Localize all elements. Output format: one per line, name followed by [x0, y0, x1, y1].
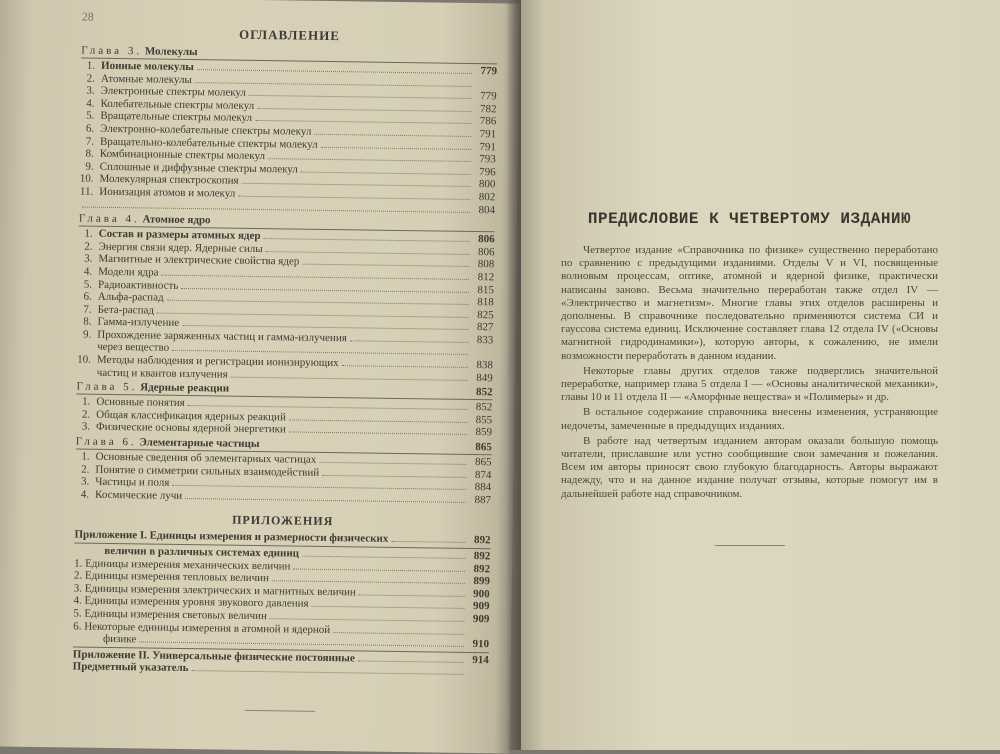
chapter-title: [81, 45, 198, 59]
toc-item-number: 6.: [78, 292, 92, 304]
toc-item-page: 818: [472, 297, 494, 309]
toc-item-page: 806: [472, 247, 494, 259]
toc-item-page: 833: [471, 335, 493, 347]
toc-item-page: 852: [470, 402, 492, 414]
appendix-item-text: Приложение I. Единицы измерения и размерности физических: [74, 530, 388, 546]
appendix-item-page: 909: [467, 614, 489, 626]
toc-item-text: Энергия связи ядер. Ядерные силы: [98, 241, 262, 255]
toc-item-text: Атомные молекулы: [101, 73, 192, 86]
toc-item-text: Комбинационные спектры молекул: [100, 149, 265, 163]
toc-item-text: Ионные молекулы: [101, 61, 194, 74]
toc-item-text: Частицы и поля: [95, 477, 169, 490]
toc-item-text: Гамма-излучение: [97, 317, 179, 330]
leader-dots: [319, 454, 466, 465]
toc-item-text: Модели ядра: [98, 267, 158, 279]
appendix-item-text: 1. Единицы измерения механических величин: [74, 558, 290, 573]
toc-item-page: 808: [472, 259, 494, 271]
toc-item-text: Космические лучи: [95, 490, 182, 503]
toc-item-page: 796: [474, 167, 496, 179]
toc-item-page: 855: [470, 415, 492, 427]
toc-item-text: Магнитные и электрические свойства ядер: [98, 254, 299, 268]
toc-item-number: 9.: [80, 161, 94, 173]
appendix-item-text: Предметный указатель: [73, 662, 189, 675]
toc-item-text: Вращательные спектры молекул: [100, 111, 252, 125]
appendix-item-text: 6. Некоторые единицы измерения в атомной и ядерной: [73, 621, 330, 636]
toc-item-number: 8.: [77, 317, 91, 329]
toc-item-text: Общая классификация ядерных реакций: [96, 410, 286, 424]
leader-dots: [358, 652, 464, 662]
toc-item-text: Сплошные и диффузные спектры молекул: [100, 162, 298, 176]
leader-dots: [312, 598, 465, 609]
toc-item-text: Состав и размеры атомных ядер: [99, 229, 261, 243]
toc-item-page: 865: [469, 457, 491, 469]
leader-dots: [249, 87, 472, 99]
toc-item-number: 1.: [76, 452, 90, 464]
toc-item-number: 4.: [78, 266, 92, 278]
chapter-label: Глава 3.: [81, 45, 142, 58]
toc-title: ОГЛАВЛЕНИЕ: [81, 25, 497, 47]
toc-item-text: Физические основы ядерной энергетики: [96, 422, 286, 436]
toc-item-text: Методы наблюдения и регистрации ионизирующих: [97, 355, 339, 370]
appendix-list: [73, 529, 491, 679]
appendix-item-text: 3. Единицы измерения электрических и магнитных величин: [74, 583, 356, 599]
toc-item-number: 6.: [80, 123, 94, 135]
leader-dots: [342, 357, 468, 368]
toc-item-text: Электронные спектры молекул: [101, 86, 246, 100]
toc-item-text: Радиоактивность: [98, 279, 178, 292]
appendix-item-page: 892: [468, 551, 490, 563]
preface-paragraph: В остальное содержание справочника внесены изменения, устраняющие недочеты, замеченные в предыдущих изданиях.: [561, 406, 938, 432]
toc-item-page: 827: [471, 322, 493, 334]
page-number: 28: [82, 10, 498, 31]
leader-dots: [350, 332, 469, 343]
toc-item-text: Понятие о симметрии сильных взаимодействий: [95, 464, 319, 479]
leader-dots: [302, 256, 469, 267]
toc-item-number: 3.: [78, 254, 92, 266]
leader-dots: [322, 467, 466, 478]
leader-dots: [238, 188, 470, 200]
toc-item-number: 7.: [78, 304, 92, 316]
toc-item-text: Вращательно-колебательные спектры молекул: [100, 136, 318, 151]
leader-dots: [301, 163, 471, 174]
toc-item-number: 1.: [81, 61, 95, 73]
toc-item-number: 2.: [81, 73, 95, 85]
appendix-item-page: 900: [468, 589, 490, 601]
toc-item-page: 802: [473, 192, 495, 204]
toc-item-page: 800: [473, 179, 495, 191]
leader-dots: [242, 175, 471, 187]
toc-item-page: 859: [470, 427, 492, 439]
toc-item-number: 2.: [76, 409, 90, 421]
toc-item-text: Электронно-колебательные спектры молекул: [100, 124, 311, 139]
appendix-item-page: 892: [468, 535, 490, 547]
leader-dots: [289, 424, 467, 435]
toc-item-text: Основные понятия: [96, 397, 185, 410]
toc-item-page: 815: [472, 284, 494, 296]
chapter-page: 865: [475, 441, 492, 453]
leader-dots: [268, 150, 471, 162]
appendix-item-text: 2. Единицы измерения тепловых величин: [74, 571, 269, 585]
appendix-item-text: Приложение II. Универсальные физические постоянные: [73, 649, 355, 665]
leader-dots: [391, 533, 465, 543]
leader-dots: [270, 610, 465, 622]
appendix-item-page: 910: [467, 639, 489, 651]
preface-paragraph: Четвертое издание «Справочника по физике» существенно переработано по сравнению с предыдущими изданиями. Отделы V и VI, посвященные волновым процессам, оптике, атомной и ядерной физике, практически написаны заново. Весьма значительно переработан также отдел IV — «Электричество и магнетизм». Многие главы этих отделов расширены и дополнены. В справочнике последовательно применяются система СИ и гауссова система единиц. Исключение составляет глава 12 отдела IV («Основы магнитной гидродинамики»), которую авторы, к сожалению, не имели возможности переработать в данном издании.: [561, 244, 938, 363]
chapter-name: Ядерные реакции: [140, 382, 229, 395]
toc-item-page: 849: [471, 373, 493, 385]
toc-item-page: 791: [474, 129, 496, 141]
toc-item-number: 5.: [78, 279, 92, 291]
toc-item-number: 7.: [80, 136, 94, 148]
toc-item-text: через вещество: [97, 342, 169, 355]
toc-item-page: 874: [469, 470, 491, 482]
chapter-title: [76, 436, 260, 451]
toc-item-number: 10.: [77, 355, 91, 367]
chapter-label: Глава 4.: [79, 213, 140, 226]
toc-item-page: 812: [472, 272, 494, 284]
appendix-item-page: 914: [467, 655, 489, 667]
toc-item-number: 11.: [79, 186, 93, 198]
leader-dots: [333, 624, 464, 635]
leader-dots: [263, 230, 469, 242]
toc-item-number: 2.: [78, 241, 92, 253]
toc-item-page: 825: [472, 310, 494, 322]
toc-item-page: 791: [474, 142, 496, 154]
chapter-label: Глава 5.: [76, 381, 137, 394]
toc-item-page: 786: [474, 116, 496, 128]
appendix-item-text: величин в различных системах единиц: [104, 546, 299, 560]
chapter-name: Атомное ядро: [142, 214, 210, 227]
appendix-item-text: физике: [103, 634, 136, 646]
leader-dots: [293, 560, 465, 571]
toc-item-number: 1.: [76, 397, 90, 409]
toc-item-page: 884: [469, 482, 491, 494]
table-of-contents: [75, 45, 497, 507]
chapter-label: Глава 6.: [76, 436, 137, 449]
toc-item-text: Основные сведения об элементарных частицах: [96, 452, 317, 467]
toc-item-text: частиц и квантов излучения: [97, 367, 228, 380]
leader-dots: [302, 548, 465, 559]
toc-item-page: 793: [474, 154, 496, 166]
toc-item-number: 1.: [79, 229, 93, 241]
toc-item-page: 806: [473, 234, 495, 246]
chapter-title: [79, 213, 211, 227]
toc-item-page: 838: [471, 360, 493, 372]
toc-item-number: 5.: [80, 111, 94, 123]
toc-item-number: 4.: [80, 98, 94, 110]
end-rule-right: [715, 545, 785, 546]
toc-item-text: Ионизация атомов и молекул: [99, 187, 235, 200]
appendix-item-page: 899: [468, 576, 490, 588]
toc-item-number: 3.: [76, 422, 90, 434]
toc-item-number: 3.: [81, 86, 95, 98]
appendix-item-text: 5. Единицы измерения световых величин: [73, 608, 267, 622]
toc-item-text: Колебательные спектры молекул: [100, 99, 254, 113]
leader-dots: [231, 368, 468, 380]
preface-body: [561, 244, 938, 501]
toc-item-number: 4.: [75, 489, 89, 501]
leader-dots: [321, 138, 471, 149]
toc-item-number: 8.: [80, 149, 94, 161]
toc-item-text: Бета-распад: [98, 304, 154, 316]
leader-dots: [266, 243, 470, 255]
toc-item-text: Молекулярная спектроскопия: [99, 174, 238, 188]
leader-dots: [289, 411, 467, 422]
toc-item-page: 804: [473, 205, 495, 217]
toc-item-page: 779: [475, 91, 497, 103]
leader-dots: [255, 112, 471, 124]
leader-dots: [272, 572, 465, 584]
chapter-name: Молекулы: [145, 45, 198, 58]
chapter-page: 852: [476, 386, 493, 398]
leader-dots: [359, 586, 465, 596]
toc-item-page: 782: [474, 104, 496, 116]
toc-item-page: 887: [469, 495, 491, 507]
preface-title: ПРЕДИСЛОВИЕ К ЧЕТВЕРТОМУ ИЗДАНИЮ: [561, 210, 938, 228]
appendix-item-page: 909: [467, 601, 489, 613]
appendix-item-page: 892: [468, 564, 490, 576]
chapter-title: [76, 381, 229, 395]
leader-dots: [314, 126, 471, 137]
toc-item-page: 779: [475, 66, 497, 78]
toc-item-text: Альфа-распад: [98, 292, 164, 305]
end-rule: [245, 710, 315, 712]
toc-item-number: 3.: [75, 477, 89, 489]
right-page: [521, 0, 1000, 750]
toc-item-text: Прохождение заряженных частиц и гамма-излучения: [97, 330, 347, 345]
toc-item-number: 10.: [79, 174, 93, 186]
toc-item-number: 9.: [77, 329, 91, 341]
chapter-name: Элементарные частицы: [139, 436, 259, 450]
preface-paragraph: Некоторые главы других отделов также подверглись значительной переработке, например глава 5 отдела I — «Основы аналитической механики», главы 10 и 11 отдела II — «Аморфные вещества» и «Полимеры» и др.: [561, 365, 938, 405]
leader-dots: [257, 100, 471, 112]
preface-paragraph: В работе над четвертым изданием авторам оказали большую помощь читатели, приславшие или устно сообщившие свои замечания и пожелания. Всем им авторы приносят свою глубокую благодарность. Авторы выражают надежду, что и на данное издание получат отзывы, которые помогут им в дальнейшей работе над справочником.: [561, 435, 938, 501]
appendix-item-text: 4. Единицы измерения уровня звукового давления: [74, 596, 309, 611]
toc-item-number: 2.: [75, 464, 89, 476]
appendix-title: ПРИЛОЖЕНИЯ: [75, 511, 491, 532]
